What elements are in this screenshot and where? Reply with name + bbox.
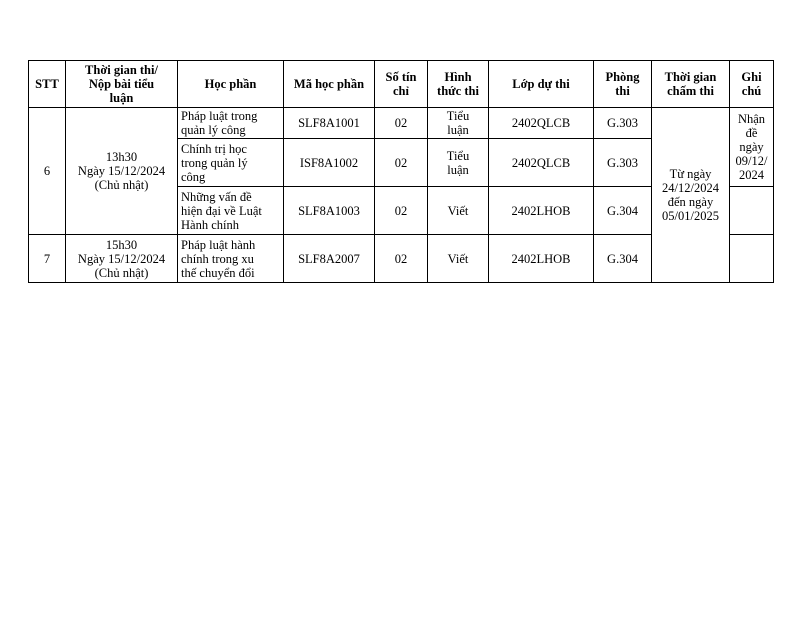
header-room: Phòng thi [594, 61, 652, 108]
header-credits: Số tín chỉ [375, 61, 428, 108]
credits-cell: 02 [375, 235, 428, 283]
room-cell: G.304 [594, 187, 652, 235]
header-class: Lớp dự thi [489, 61, 594, 108]
room-cell: G.303 [594, 139, 652, 187]
note-cell: Nhận đề ngày 09/12/ 2024 [730, 108, 774, 187]
class-cell: 2402QLCB [489, 108, 594, 139]
credits-cell: 02 [375, 139, 428, 187]
stt-cell: 6 [29, 108, 66, 235]
header-grading: Thời gian chấm thi [652, 61, 730, 108]
class-cell: 2402LHOB [489, 235, 594, 283]
exam-schedule-table [28, 60, 774, 283]
note-cell-empty [730, 187, 774, 235]
credits-cell: 02 [375, 108, 428, 139]
table-row [29, 108, 774, 139]
course-cell: Chính trị học trong quản lý công [178, 139, 284, 187]
header-course: Học phần [178, 61, 284, 108]
course-code-cell: SLF8A1003 [284, 187, 375, 235]
header-stt: STT [29, 61, 66, 108]
exam-time-cell: 15h30 Ngày 15/12/2024 (Chủ nhật) [66, 235, 178, 283]
course-code-cell: SLF8A2007 [284, 235, 375, 283]
class-cell: 2402QLCB [489, 139, 594, 187]
room-cell: G.303 [594, 108, 652, 139]
header-time: Thời gian thi/ Nộp bài tiểu luận [66, 61, 178, 108]
course-code-cell: SLF8A1001 [284, 108, 375, 139]
course-cell: Pháp luật hành chính trong xu thế chuyển đổi [178, 235, 284, 283]
exam-form-cell: Viết [428, 187, 489, 235]
stt-cell: 7 [29, 235, 66, 283]
note-cell-empty [730, 235, 774, 283]
course-cell: Pháp luật trong quản lý công [178, 108, 284, 139]
header-row [29, 61, 774, 108]
course-code-cell: ISF8A1002 [284, 139, 375, 187]
course-cell: Những vấn đề hiện đại về Luật Hành chính [178, 187, 284, 235]
header-note: Ghi chú [730, 61, 774, 108]
room-cell: G.304 [594, 235, 652, 283]
exam-form-cell: Tiểu luận [428, 139, 489, 187]
exam-time-cell: 13h30 Ngày 15/12/2024 (Chủ nhật) [66, 108, 178, 235]
exam-form-cell: Tiểu luận [428, 108, 489, 139]
class-cell: 2402LHOB [489, 187, 594, 235]
header-form: Hình thức thi [428, 61, 489, 108]
credits-cell: 02 [375, 187, 428, 235]
grading-period-cell: Từ ngày 24/12/2024 đến ngày 05/01/2025 [652, 108, 730, 283]
header-code: Mã học phần [284, 61, 375, 108]
exam-form-cell: Viết [428, 235, 489, 283]
